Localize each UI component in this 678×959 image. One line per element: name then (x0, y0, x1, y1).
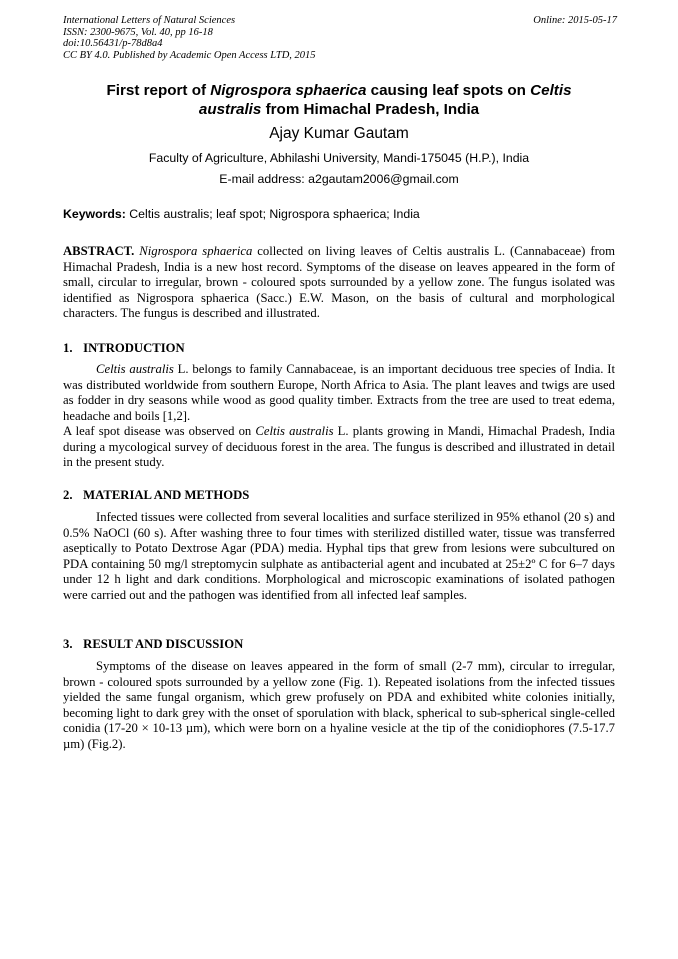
paper-title (75, 81, 603, 119)
introduction-paragraph-2 (63, 424, 615, 471)
abstract-paragraph (63, 244, 615, 322)
section-number: 2. (63, 488, 73, 502)
author-affiliation: Faculty of Agriculture, Abhilashi University, Mandi-175045 (H.P.), India (148, 151, 530, 165)
journal-name: International Letters of Natural Sciences (63, 15, 236, 26)
doi-line: doi:10.56431/p-78d8a4 (63, 38, 163, 50)
section-title: RESULT AND DISCUSSION (83, 637, 244, 651)
intro-p2-species: Celtis australis (255, 424, 334, 438)
section-title: MATERIAL AND METHODS (83, 488, 250, 502)
issn-line: ISSN: 2300-9675, Vol. 40, pp 16-18 (63, 26, 213, 38)
results-paragraph: Symptoms of the disease on leaves appeared in the form of small (2-7 mm), circular to irregular, brown - coloured spots surrounded by a yellow zone (Fig. 1). Repeated isolations from the infected tissues yielded the same fungal organism, which grew profusely on PDA and exhibited white colonies initially, becoming light to dark grey with the onset of sporulation with black, spherical to sub-spherical single-celled conidia (17-20 × 10-13 µm), which were born on a hyaline vesicle at the tip of the conidiophores (7.5-17.7 µm) (Fig.2). (63, 659, 615, 751)
section-heading-methods (63, 487, 615, 503)
section-number: 3. (63, 637, 73, 651)
title-part-3: from Himachal Pradesh, India (261, 101, 480, 118)
keywords (63, 206, 617, 222)
section-heading-introduction (63, 340, 615, 356)
section-heading-results (63, 636, 615, 652)
methods-paragraph: Infected tissues were collected from several localities and surface sterilized in 95% ethanol (20 s) and 0.5% NaOCl (60 s). After washing three to four times with sterilized distilled water, tissue was transferred aseptically to Potato Dextrose Agar (PDA) media. Hyphal tips that grew from lesions were subcultured on PDA containing 50 mg/l streptomycin sulphate as antibacterial agent and incubated at 25±2º C for 6–7 days under 12 h light and dark conditions. Morphological and microscopic examinations of isolated pathogen were carried out and the pathogen was identified from all infected leaf samples. (63, 510, 615, 602)
introduction-paragraph-1 (63, 362, 615, 424)
section-number: 1. (63, 341, 73, 355)
intro-p2-before: A leaf spot disease was observed on (63, 424, 256, 438)
intro-species: Celtis australis (96, 362, 174, 376)
journal-header (63, 15, 617, 61)
abstract-text: collected on living leaves of Celtis australis L. (Cannabaceae) from Himachal Pradesh, India is a new host record. Symptoms of the disease on leaves appeared in the form of small, circular to irregular, brown - coloured spots surrounded by a yellow zone. The fungus isolated was identified as Nigrospora sphaerica (Sacc.) E.W. Mason, on the basis of cultural and morphological characters. The fungus is described and illustrated. (63, 244, 616, 320)
abstract-label: ABSTRACT. (63, 244, 135, 258)
section-title: INTRODUCTION (83, 341, 185, 355)
title-part-2: causing leaf spots on (366, 82, 531, 99)
license-line: CC BY 4.0. Published by Academic Open Access LTD, 2015 (63, 49, 316, 61)
abstract-species: Nigrospora sphaerica (139, 244, 253, 258)
title-part-1: First report of (106, 82, 211, 99)
intro-p2-after: L. plants growing in Mandi, Himachal Pradesh, India during a mycological survey of deciduous forest in the area. The fungus is described and illustrated in detail in the present study. (63, 424, 615, 469)
author-name: Ajay Kumar Gautam (269, 125, 409, 142)
intro-text: L. belongs to family Cannabaceae, is an important deciduous tree species of India. It was distributed worldwide from southern Europe, North Africa to Asia. The plant leaves and twigs are used as fodder in dry seasons while wood as good quality timber. Extracts from the tree are used to treat edema, headache and boils [1,2]. (63, 362, 616, 423)
title-species-1: Nigrospora sphaerica (210, 82, 367, 99)
online-date: Online: 2015-05-17 (533, 15, 617, 26)
keywords-label: Keywords: (63, 207, 126, 221)
title-species-2: Celtis australis (198, 82, 572, 118)
author-email: E-mail address: a2gautam2006@gmail.com (219, 172, 459, 186)
keywords-text: Celtis australis; leaf spot; Nigrospora sphaerica; India (125, 207, 420, 221)
